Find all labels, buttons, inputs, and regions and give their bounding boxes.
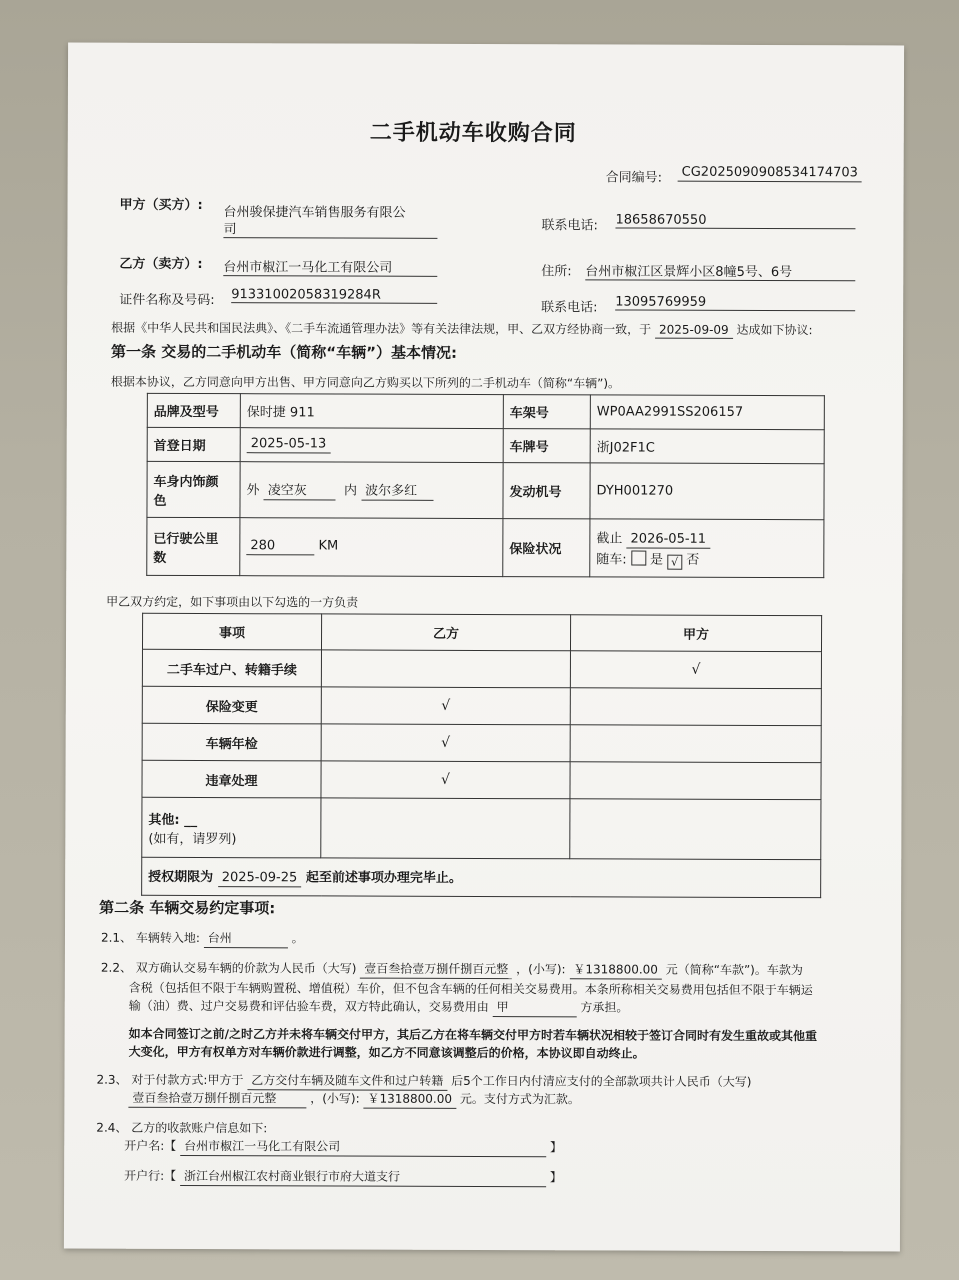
insurance-cell — [590, 519, 824, 578]
mileage-label-line2: 数 — [153, 550, 167, 566]
price-lower: ￥1318800.00 — [569, 960, 662, 979]
account-name-bracket: 】 — [549, 1140, 562, 1155]
s23-text-d: 元。支付方式为汇款。 — [459, 1091, 580, 1107]
s23-text-c: ，(小写): — [310, 1091, 360, 1106]
account-bank-row — [124, 1167, 562, 1188]
duties-table — [141, 613, 822, 898]
mileage-unit: KM — [318, 538, 339, 554]
fee-payer: 甲 — [493, 998, 577, 1017]
interior-prefix: 内 — [343, 483, 358, 499]
duty-item: 违章处理 — [142, 760, 321, 798]
s22-text-b: ，(小写): — [516, 962, 566, 977]
account-bank-bracket: 】 — [549, 1170, 562, 1185]
auth-date: 2025-09-25 — [218, 870, 302, 887]
exterior-color: 凌空灰 — [264, 479, 336, 500]
party-b-address: 台州市椒江区景辉小区8幢5号、6号 — [585, 260, 855, 281]
section-2-3-line2 — [128, 1089, 580, 1110]
party-b-phone: 13095769959 — [615, 294, 855, 311]
mileage-label-line1: 已行驶公里 — [153, 531, 219, 547]
s21-end: 。 — [291, 931, 304, 946]
payment-lower: ￥1318800.00 — [363, 1090, 456, 1109]
insurance-yes-label: 是 — [649, 552, 664, 568]
duty-a-mark — [570, 762, 821, 800]
duty-other-a — [570, 799, 821, 860]
brand-value: 保时捷 911 — [240, 394, 503, 429]
duties-header-a: 甲方 — [570, 615, 821, 652]
intro-text-a: 根据《中华人民共和国民法典》、《二手车流通管理办法》等有关法律法规，甲、乙双方经协商一致，于 — [111, 320, 652, 337]
s24-label: 乙方的收款账户信息如下: — [131, 1120, 268, 1136]
article-1-title: 第一条 交易的二手机动车（简称“车辆”）基本情况: — [110, 342, 458, 362]
s22-text-c: 元（简称“车款”)。车款为 — [665, 962, 803, 978]
duty-other-b — [321, 798, 570, 859]
payment-upper: 壹百叁拾壹万捌仟捌百元整 — [128, 1089, 306, 1109]
vin-label: 车架号 — [503, 395, 590, 429]
contract-paper — [64, 43, 904, 1252]
account-name-label: 开户名:【 — [124, 1138, 177, 1153]
article-2-title: 第二条 车辆交易约定事项: — [99, 898, 276, 918]
duty-a-mark: √ — [570, 651, 821, 689]
s22-text-a: 双方确认交易车辆的价款为人民币（大写) — [135, 960, 357, 976]
s21-num: 2.1、 — [100, 930, 133, 945]
interior-color: 波尔多红 — [361, 480, 433, 501]
intro-text-b: 达成如下协议: — [736, 322, 813, 338]
insurance-until-label: 截止 — [596, 530, 623, 546]
mileage-value: 280 — [246, 538, 314, 555]
exterior-prefix: 外 — [246, 483, 260, 499]
cert-label: 证件名称及号码: — [119, 292, 215, 309]
account-name: 台州市椒江一马化工有限公司 — [180, 1137, 546, 1157]
insurance-no-checkbox: √ — [667, 554, 682, 569]
s23-num: 2.3、 — [96, 1072, 128, 1087]
contract-no-label: 合同编号: — [605, 170, 663, 186]
vin-value: WP0AA2991SS206157 — [590, 395, 824, 430]
duties-header-item: 事项 — [142, 613, 321, 650]
plate-label: 车牌号 — [503, 429, 590, 463]
insurance-label: 保险状况 — [503, 519, 590, 577]
duty-b-mark: √ — [321, 761, 570, 799]
section-2-2-line3 — [129, 997, 629, 1018]
section-2-4 — [96, 1119, 267, 1137]
engine-label: 发动机号 — [503, 463, 590, 519]
mileage-cell — [240, 518, 503, 577]
party-b-addr-label: 住所: — [541, 264, 572, 280]
duty-b-mark: √ — [321, 724, 570, 762]
duty-other-note: (如有，请罗列) — [148, 831, 237, 847]
brand-label: 品牌及型号 — [147, 393, 240, 427]
section-2-2-bold-1: 如本合同签订之前/之时乙方并未将车辆交付甲方，其后乙方在将车辆交付甲方时若车辆状况相较于签订合同时有发生重故或其他重 — [128, 1026, 818, 1044]
color-label — [147, 461, 240, 517]
duty-b-mark: √ — [321, 687, 570, 725]
color-label-line1: 车身内饰颜 — [153, 474, 219, 490]
reg-date-value: 2025-05-13 — [247, 436, 331, 453]
duty-item: 车辆年检 — [142, 723, 321, 761]
duty-item: 保险变更 — [142, 686, 321, 724]
s23-text-a: 对于付款方式:甲方于 — [131, 1072, 244, 1088]
party-a-phone-label: 联系电话: — [541, 218, 598, 234]
insurance-with-label: 随车: — [596, 551, 627, 567]
article-1-intro: 根据本协议，乙方同意向甲方出售、甲方同意向乙方购买以下所列的二手机动车（简称“车辆”)。 — [110, 374, 621, 391]
intro-date: 2025-09-09 — [655, 323, 733, 339]
account-bank-label: 开户行:【 — [124, 1168, 177, 1183]
party-a-name-1: 台州骏保捷汽车销售服务有限公 — [223, 205, 406, 221]
party-b-name: 台州市椒江一马化工有限公司 — [223, 256, 437, 277]
mileage-label — [147, 517, 240, 575]
account-name-row — [124, 1137, 562, 1158]
auth-suffix: 起至前述事项办理完毕止。 — [305, 870, 462, 886]
duty-a-mark — [570, 688, 821, 726]
section-2-2-bold-2: 大变化，甲方有权单方对车辆价款进行调整，如乙方不同意该调整后的价格，本协议即自动终止。 — [128, 1044, 645, 1061]
reg-date-cell — [240, 428, 503, 463]
vehicle-info-table — [146, 393, 825, 578]
section-2-2-line1 — [101, 959, 803, 980]
s23-text-b: 后5个工作日内付清应支付的全部款项共计人民币（大写) — [451, 1073, 752, 1089]
auth-label: 授权期限为 — [148, 869, 214, 886]
engine-value: DYH001270 — [590, 463, 824, 520]
party-b-label: 乙方（卖方）: — [119, 256, 203, 273]
price-upper: 壹百叁拾壹万捌仟捌百元整 — [360, 960, 512, 980]
payment-condition: 乙方交付车辆及随车文件和过户转籍 — [247, 1071, 447, 1091]
party-a-name-2: 司 — [223, 218, 437, 239]
section-2-2-line2: 含税（包括但不限于车辆购置税、增值税）车价，但不包含车辆的任何相关交易费用。本条所称相关交易费用包括但不限于车辆运 — [128, 980, 813, 998]
duty-b-mark — [321, 650, 570, 688]
duty-other-cell — [142, 797, 321, 858]
authorization-cell — [142, 857, 821, 897]
party-b-phone-label: 联系电话: — [541, 300, 598, 316]
s22-num: 2.2、 — [100, 960, 132, 975]
color-label-line2: 色 — [153, 493, 167, 509]
cert-number: 91331002058319284R — [231, 287, 437, 304]
insurance-yes-checkbox — [631, 550, 646, 565]
section-2-1 — [101, 929, 304, 949]
intro-text — [111, 319, 813, 339]
duty-a-mark — [570, 725, 821, 763]
duty-other-label: 其他: __ — [148, 812, 198, 828]
s22-line3b: 方承担。 — [580, 1000, 629, 1015]
plate-value: 浙J02F1C — [590, 429, 824, 464]
insurance-no-label: 否 — [686, 552, 700, 568]
duties-intro: 甲乙双方约定，如下事项由以下勾选的一方负责 — [106, 594, 359, 610]
contract-title: 二手机动车收购合同 — [369, 120, 577, 147]
party-a-phone: 18658670550 — [615, 212, 855, 229]
account-bank: 浙江台州椒江农村商业银行市府大道支行 — [180, 1167, 546, 1187]
duty-item: 二手车过户、转籍手续 — [142, 649, 321, 687]
party-a-label: 甲方（买方）: — [119, 197, 203, 214]
reg-date-label: 首登日期 — [147, 427, 240, 461]
s21-value: 台州 — [204, 929, 288, 948]
color-cell — [240, 462, 503, 519]
s22-line3a: 输（油）费、过户交易费和评估验车费，双方特此确认，交易费用由 — [128, 998, 489, 1015]
s21-label: 车辆转入地: — [135, 930, 200, 946]
duties-header-b: 乙方 — [321, 614, 570, 651]
insurance-until-date: 2026-05-11 — [627, 531, 711, 548]
s24-num: 2.4、 — [96, 1120, 128, 1135]
contract-no: CG2025090908534174703 — [678, 165, 862, 183]
